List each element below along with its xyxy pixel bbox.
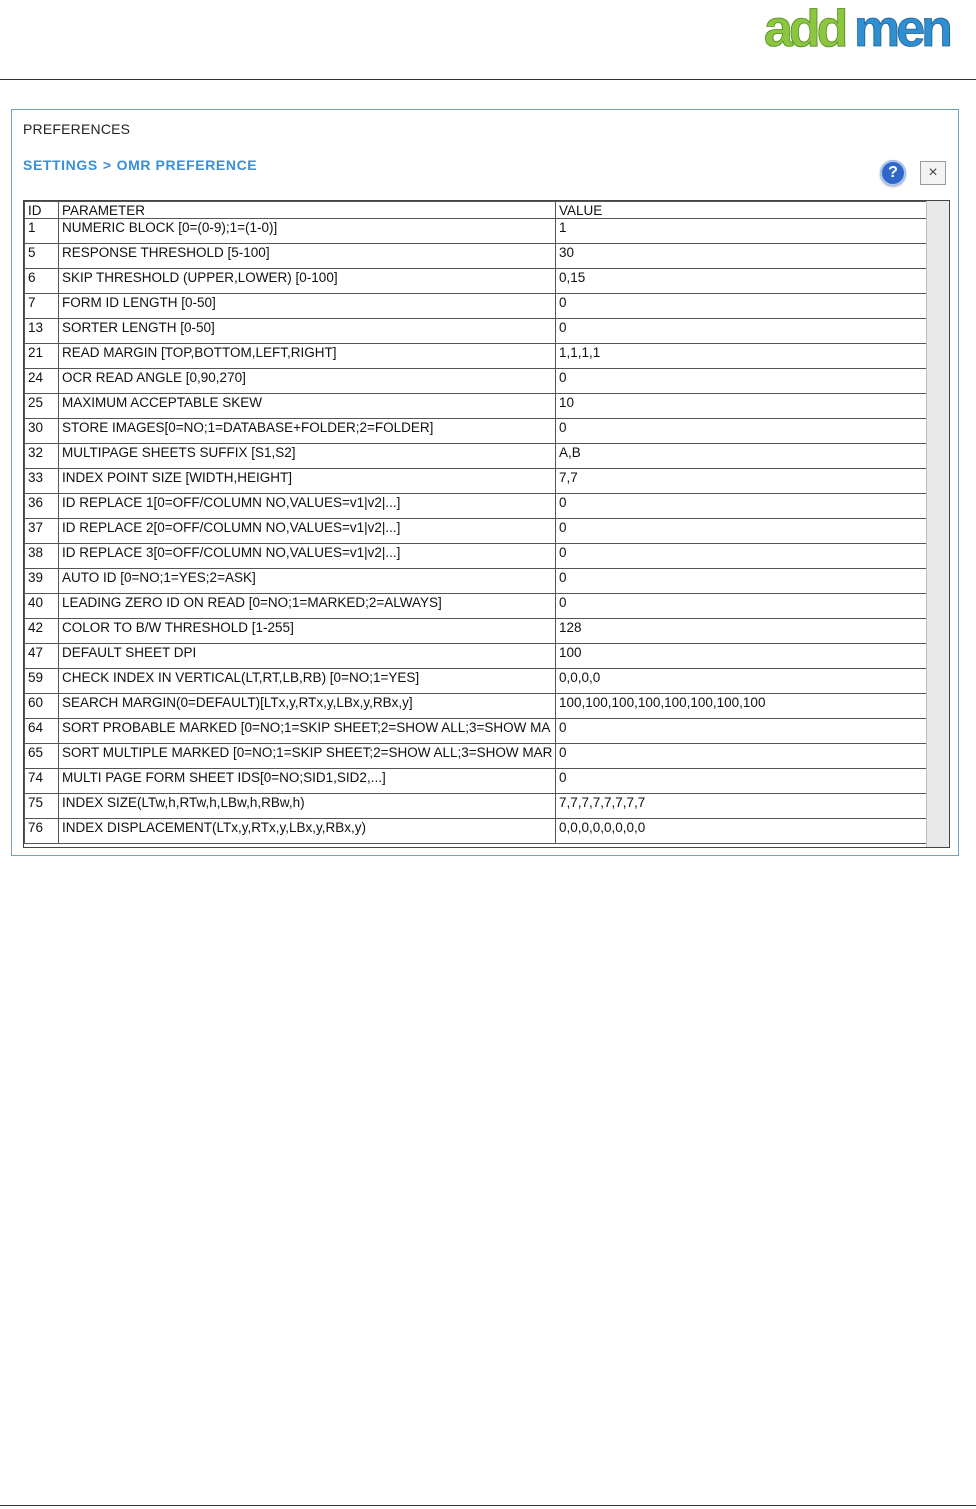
- cell-parameter: NUMERIC BLOCK [0=(0-9);1=(1-0)]: [59, 219, 556, 244]
- cell-parameter: MULTI PAGE FORM SHEET IDS[0=NO;SID1,SID2,...]: [59, 769, 556, 794]
- table-row[interactable]: [25, 394, 927, 419]
- cell-parameter: INDEX DISPLACEMENT(LTx,y,RTx,y,LBx,y,RBx,y): [59, 819, 556, 844]
- table-row[interactable]: [25, 244, 927, 269]
- cell-id: 32: [25, 444, 59, 469]
- cell-id: 1: [25, 219, 59, 244]
- cell-value[interactable]: 0: [556, 569, 927, 594]
- cell-id: 37: [25, 519, 59, 544]
- cell-id: 75: [25, 794, 59, 819]
- column-header-id[interactable]: ID: [25, 202, 59, 219]
- table-row[interactable]: [25, 794, 927, 819]
- cell-parameter: CHECK INDEX IN VERTICAL(LT,RT,LB,RB) [0=NO;1=YES]: [59, 669, 556, 694]
- cell-id: 39: [25, 569, 59, 594]
- cell-parameter: FORM ID LENGTH [0-50]: [59, 294, 556, 319]
- cell-parameter: INDEX POINT SIZE [WIDTH,HEIGHT]: [59, 469, 556, 494]
- cell-value[interactable]: 1,1,1,1: [556, 344, 927, 369]
- cell-id: 13: [25, 319, 59, 344]
- breadcrumb-omr-preference: OMR PREFERENCE: [116, 157, 258, 173]
- table-row[interactable]: [25, 719, 927, 744]
- cell-value[interactable]: 0: [556, 719, 927, 744]
- cell-parameter: INDEX SIZE(LTw,h,RTw,h,LBw,h,RBw,h): [59, 794, 556, 819]
- cell-value[interactable]: 128: [556, 619, 927, 644]
- cell-id: 21: [25, 344, 59, 369]
- table-row[interactable]: [25, 569, 927, 594]
- addmen-logo: [762, 2, 972, 54]
- cell-value[interactable]: 100: [556, 644, 927, 669]
- cell-value[interactable]: 0: [556, 419, 927, 444]
- window-title: PREFERENCES: [23, 121, 131, 137]
- cell-id: 42: [25, 619, 59, 644]
- cell-id: 76: [25, 819, 59, 844]
- cell-id: 64: [25, 719, 59, 744]
- table-header-row: [25, 202, 927, 219]
- table-row[interactable]: [25, 219, 927, 244]
- cell-value[interactable]: 0: [556, 519, 927, 544]
- table-row[interactable]: [25, 594, 927, 619]
- table-row[interactable]: [25, 644, 927, 669]
- table-row[interactable]: [25, 319, 927, 344]
- cell-value[interactable]: 1: [556, 219, 927, 244]
- cell-parameter: OCR READ ANGLE [0,90,270]: [59, 369, 556, 394]
- cell-parameter: READ MARGIN [TOP,BOTTOM,LEFT,RIGHT]: [59, 344, 556, 369]
- table-row[interactable]: [25, 419, 927, 444]
- cell-parameter: SKIP THRESHOLD (UPPER,LOWER) [0-100]: [59, 269, 556, 294]
- table-row[interactable]: [25, 469, 927, 494]
- cell-id: 24: [25, 369, 59, 394]
- cell-parameter: RESPONSE THRESHOLD [5-100]: [59, 244, 556, 269]
- cell-value[interactable]: 0: [556, 769, 927, 794]
- table-row[interactable]: [25, 744, 927, 769]
- cell-id: 5: [25, 244, 59, 269]
- cell-parameter: LEADING ZERO ID ON READ [0=NO;1=MARKED;2=ALWAYS]: [59, 594, 556, 619]
- cell-parameter: SORT MULTIPLE MARKED [0=NO;1=SKIP SHEET;2=SHOW ALL;3=SHOW MAR: [59, 744, 556, 769]
- breadcrumb-separator: >: [102, 157, 112, 173]
- cell-value[interactable]: 0: [556, 319, 927, 344]
- cell-value[interactable]: 0: [556, 494, 927, 519]
- cell-parameter: COLOR TO B/W THRESHOLD [1-255]: [59, 619, 556, 644]
- cell-id: 47: [25, 644, 59, 669]
- header-divider: [0, 79, 976, 80]
- breadcrumb: [23, 157, 261, 173]
- cell-parameter: AUTO ID [0=NO;1=YES;2=ASK]: [59, 569, 556, 594]
- table-row[interactable]: [25, 694, 927, 719]
- table-row[interactable]: [25, 669, 927, 694]
- cell-id: 60: [25, 694, 59, 719]
- cell-parameter: MULTIPAGE SHEETS SUFFIX [S1,S2]: [59, 444, 556, 469]
- table-row[interactable]: [25, 544, 927, 569]
- cell-parameter: ID REPLACE 1[0=OFF/COLUMN NO,VALUES=v1|v2|...]: [59, 494, 556, 519]
- cell-parameter: DEFAULT SHEET DPI: [59, 644, 556, 669]
- table-row[interactable]: [25, 444, 927, 469]
- table-row[interactable]: [25, 769, 927, 794]
- cell-value[interactable]: 7,7: [556, 469, 927, 494]
- cell-value[interactable]: 0: [556, 744, 927, 769]
- cell-value[interactable]: 0,0,0,0: [556, 669, 927, 694]
- cell-value[interactable]: 10: [556, 394, 927, 419]
- preferences-window: [11, 109, 959, 856]
- table-row[interactable]: [25, 494, 927, 519]
- table-row[interactable]: [25, 269, 927, 294]
- cell-value[interactable]: 100,100,100,100,100,100,100,100: [556, 694, 927, 719]
- column-header-parameter[interactable]: PARAMETER: [59, 202, 556, 219]
- table-row[interactable]: [25, 519, 927, 544]
- footer-divider: [0, 1505, 976, 1506]
- cell-id: 74: [25, 769, 59, 794]
- cell-value[interactable]: 0,0,0,0,0,0,0,0: [556, 819, 927, 844]
- cell-id: 59: [25, 669, 59, 694]
- cell-value[interactable]: 0: [556, 369, 927, 394]
- preferences-table: [24, 201, 927, 844]
- cell-id: 36: [25, 494, 59, 519]
- cell-parameter: ID REPLACE 2[0=OFF/COLUMN NO,VALUES=v1|v2|...]: [59, 519, 556, 544]
- svg-text:men: men: [854, 2, 949, 54]
- svg-text:add: add: [764, 2, 845, 54]
- cell-value[interactable]: 0: [556, 594, 927, 619]
- cell-id: 40: [25, 594, 59, 619]
- cell-id: 38: [25, 544, 59, 569]
- cell-parameter: SEARCH MARGIN(0=DEFAULT)[LTx,y,RTx,y,LBx,y,RBx,y]: [59, 694, 556, 719]
- cell-value[interactable]: 7,7,7,7,7,7,7,7: [556, 794, 927, 819]
- breadcrumb-settings[interactable]: SETTINGS: [23, 157, 98, 173]
- cell-value[interactable]: 0: [556, 294, 927, 319]
- table-row[interactable]: [25, 369, 927, 394]
- help-icon[interactable]: ?: [880, 160, 906, 186]
- column-header-value[interactable]: VALUE: [556, 202, 927, 219]
- cell-id: 25: [25, 394, 59, 419]
- table-row[interactable]: [25, 344, 927, 369]
- cell-id: 7: [25, 294, 59, 319]
- cell-value[interactable]: A,B: [556, 444, 927, 469]
- table-row[interactable]: [25, 819, 927, 844]
- cell-id: 65: [25, 744, 59, 769]
- vertical-scrollbar[interactable]: [926, 201, 949, 847]
- cell-id: 30: [25, 419, 59, 444]
- cell-value[interactable]: 0: [556, 544, 927, 569]
- cell-parameter: ID REPLACE 3[0=OFF/COLUMN NO,VALUES=v1|v2|...]: [59, 544, 556, 569]
- preferences-grid: [23, 200, 950, 848]
- close-button[interactable]: ×: [920, 161, 946, 185]
- cell-id: 6: [25, 269, 59, 294]
- table-row[interactable]: [25, 294, 927, 319]
- cell-parameter: STORE IMAGES[0=NO;1=DATABASE+FOLDER;2=FOLDER]: [59, 419, 556, 444]
- cell-parameter: MAXIMUM ACCEPTABLE SKEW: [59, 394, 556, 419]
- cell-value[interactable]: 0,15: [556, 269, 927, 294]
- cell-value[interactable]: 30: [556, 244, 927, 269]
- cell-parameter: SORTER LENGTH [0-50]: [59, 319, 556, 344]
- table-row[interactable]: [25, 619, 927, 644]
- cell-id: 33: [25, 469, 59, 494]
- cell-parameter: SORT PROBABLE MARKED [0=NO;1=SKIP SHEET;2=SHOW ALL;3=SHOW MA: [59, 719, 556, 744]
